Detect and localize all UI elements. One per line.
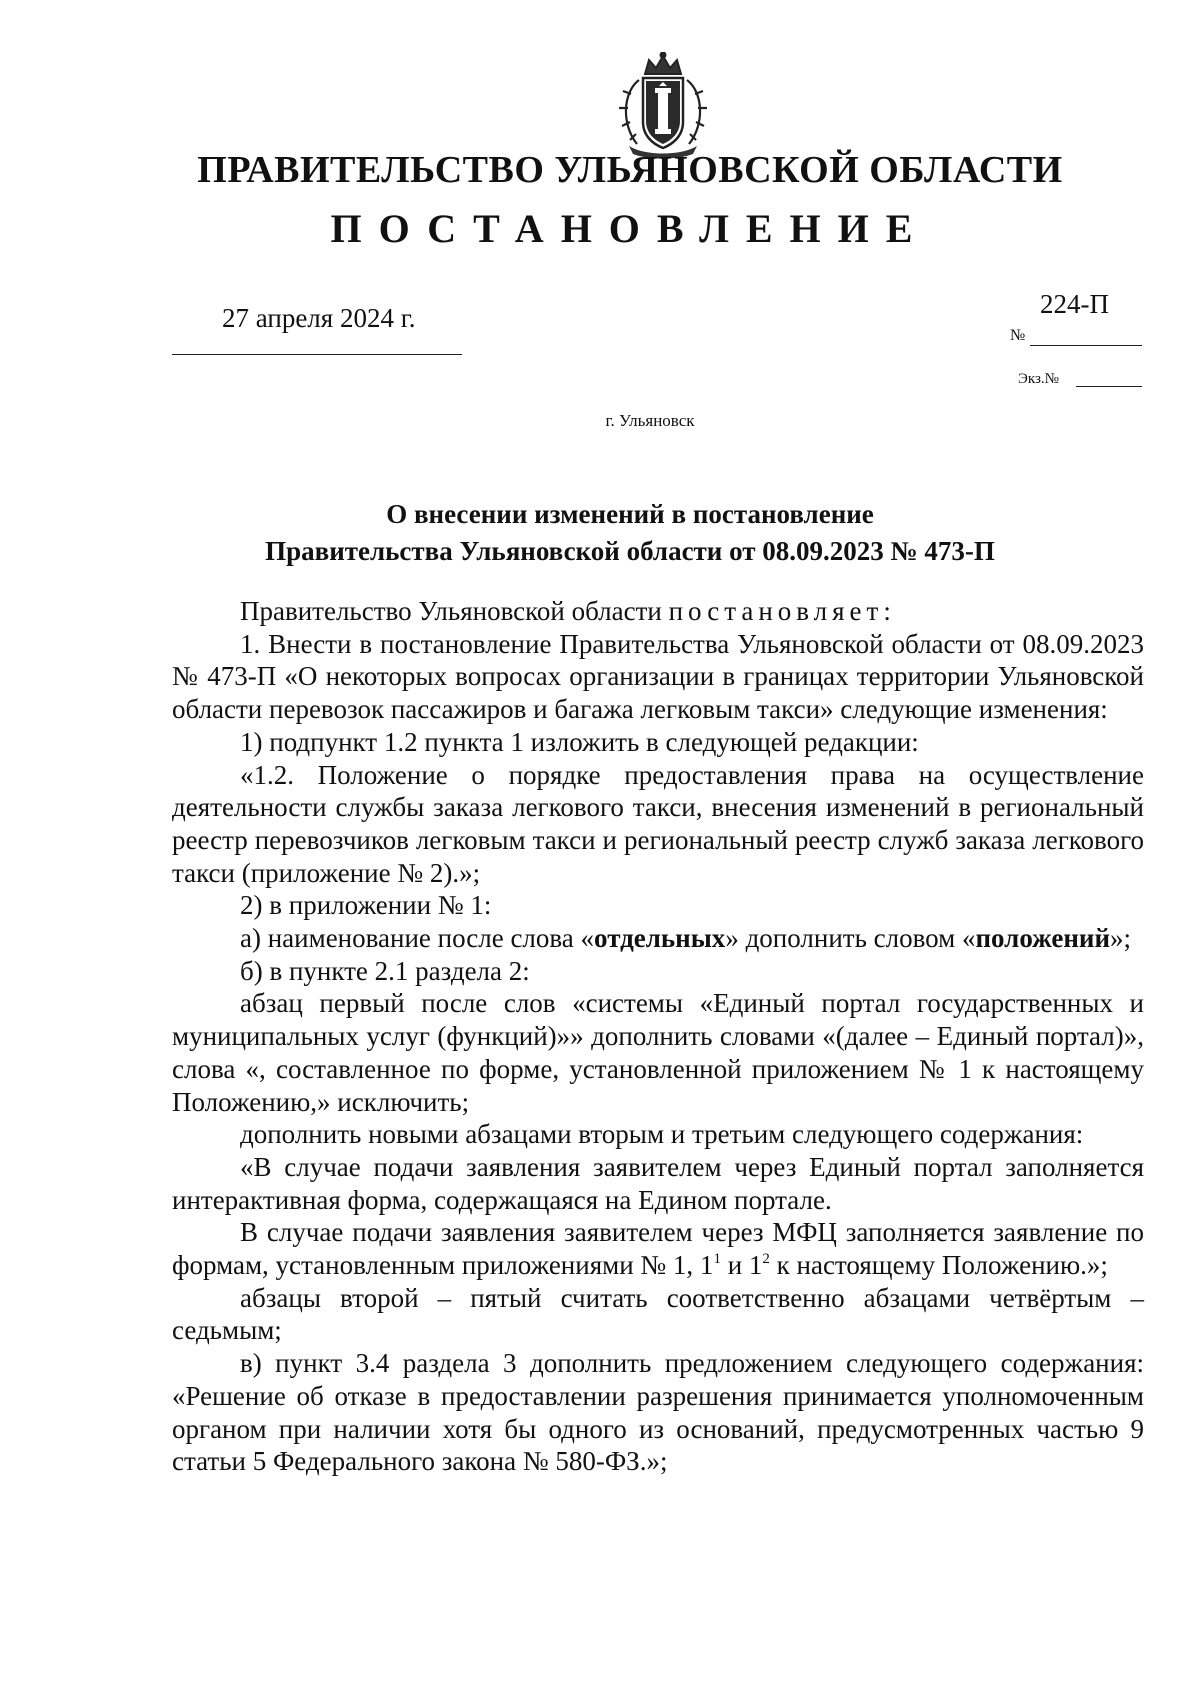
document-number: 224-П <box>1040 289 1109 319</box>
paragraph-renumber: абзацы второй – пятый считать соответственно абзацами четвёртым – седьмым; <box>172 1282 1144 1346</box>
mfc-text: В случае подачи заявления заявителем через МФЦ заполняется заявление по формам, установленным приложениями № 1, 1 <box>172 1217 1144 1281</box>
paragraph-subitem-a <box>172 922 1144 955</box>
paragraph-subitem-2: 2) в приложении № 1: <box>240 890 492 921</box>
government-name: ПРАВИТЕЛЬСТВО УЛЬЯНОВСКОЙ ОБЛАСТИ <box>197 149 1063 191</box>
subitem-a-text: а) наименование после слова « <box>240 923 595 954</box>
preamble-resolves: постановляет: <box>668 596 896 626</box>
date-underline <box>172 354 462 355</box>
bold-word-otdelnykh: отдельных <box>594 923 726 954</box>
paragraph-quote-1-2: «1.2. Положение о порядке предоставления права на осуществление деятельности службы заказа легкового такси, внесения изменений в региональный реестр перевозчиков легковым такси и региональный реестр служб заказа легкового такси (приложение № 2).»; <box>172 759 1144 888</box>
city: г. Ульяновск <box>605 411 695 430</box>
paragraph-subitem-b: б) в пункте 2.1 раздела 2: <box>240 955 530 986</box>
paragraph-mfc <box>172 1216 1144 1281</box>
paragraph-subitem-1: 1) подпункт 1.2 пункта 1 изложить в следующей редакции: <box>240 726 919 757</box>
subitem-a-text-2: » дополнить словом « <box>725 923 976 954</box>
superscript-2: 2 <box>762 1251 770 1268</box>
paragraph-preamble <box>172 595 1144 628</box>
number-underline <box>1030 345 1142 346</box>
mfc-text-3: к настоящему Положению.»; <box>769 1250 1108 1281</box>
document-body <box>172 595 1144 1478</box>
copy-number-underline <box>1076 386 1142 387</box>
mfc-text-2: и 1 <box>720 1250 763 1281</box>
subitem-a-text-3: »; <box>1110 923 1132 954</box>
document-subject <box>0 496 1200 570</box>
document-date: 27 апреля 2024 г. <box>222 303 416 333</box>
paragraph-add-abzacs: дополнить новыми абзацами вторым и третьим следующего содержания: <box>240 1119 1084 1150</box>
document-type: ПОСТАНОВЛЕНИЕ <box>330 206 930 251</box>
subject-line-1: О внесении изменений в постановление <box>386 499 874 529</box>
number-label: № <box>1010 327 1026 344</box>
subject-line-2: Правительства Ульяновской области от 08.09.2023 № 473-П <box>265 536 995 566</box>
paragraph-first-abzac: абзац первый после слов «системы «Единый портал государственных и муниципальных услуг (функций)»» дополнить словами «(далее – Единый портал)», слова «, составленное по форме, установленной приложением № 1 к настоящему Положению,» исключить; <box>172 988 1144 1117</box>
paragraph-subitem-v: в) пункт 3.4 раздела 3 дополнить предложением следующего содержания: «Решение об отказе в предоставлении разрешения принимается уполномоченным органом при наличии хотя бы одного из оснований, предусмотренных частью 9 статьи 5 Федерального закона № 580-ФЗ.»; <box>172 1348 1144 1477</box>
copy-number-label: Экз.№ <box>1018 371 1059 387</box>
preamble-text: Правительство Ульяновской области <box>240 596 669 626</box>
superscript-1: 1 <box>713 1251 721 1268</box>
paragraph-1: 1. Внести в постановление Правительства Ульяновской области от 08.09.2023 № 473-П «О некоторых вопросах организации в границах территории Ульяновской области перевозок пассажиров и багажа легковым такси» следующие изменения: <box>172 628 1144 725</box>
paragraph-quote-portal: «В случае подачи заявления заявителем через Единый портал заполняется интерактивная форма, содержащаяся на Едином портале. <box>172 1151 1144 1215</box>
bold-word-polozheniy: положений <box>975 923 1111 954</box>
coat-of-arms-icon <box>615 52 711 160</box>
